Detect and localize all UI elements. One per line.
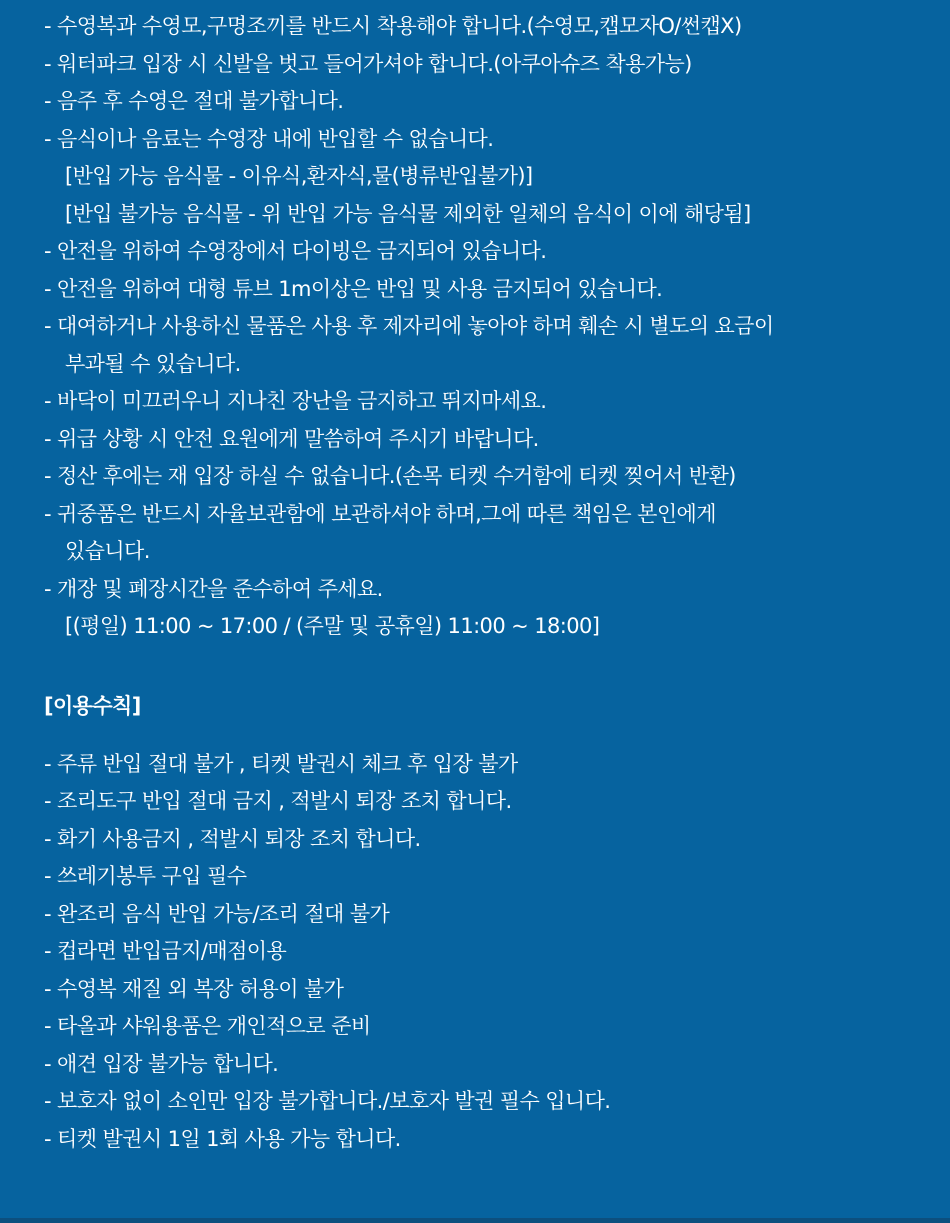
rule-line: - 컵라면 반입금지/매점이용	[44, 939, 287, 963]
rule-line: - 보호자 없이 소인만 입장 불가합니다./보호자 발권 필수 입니다.	[44, 1089, 611, 1113]
rule-line: - 조리도구 반입 절대 금지 , 적발시 퇴장 조치 합니다.	[44, 789, 512, 813]
rule-line: - 쓰레기봉투 구입 필수	[44, 864, 247, 888]
notice-line: - 안전을 위하여 수영장에서 다이빙은 금지되어 있습니다.	[44, 239, 547, 263]
notice-line: - 음주 후 수영은 절대 불가합니다.	[44, 89, 344, 113]
rule-line: - 애견 입장 불가능 합니다.	[44, 1052, 279, 1076]
rule-line: - 완조리 음식 반입 가능/조리 절대 불가	[44, 902, 390, 926]
rule-line: - 주류 반입 절대 불가 , 티켓 발권시 체크 후 입장 불가	[44, 752, 518, 776]
notice-line: - 위급 상황 시 안전 요원에게 말씀하여 주시기 바랍니다.	[44, 427, 539, 451]
notice-subline: 있습니다.	[65, 539, 150, 563]
notice-line: - 대여하거나 사용하신 물품은 사용 후 제자리에 놓아야 하며 훼손 시 별도의 요금이	[44, 314, 774, 338]
notice-line: - 음식이나 음료는 수영장 내에 반입할 수 없습니다.	[44, 127, 494, 151]
rule-line: - 화기 사용금지 , 적발시 퇴장 조치 합니다.	[44, 827, 421, 851]
notice-subline: [반입 불가능 음식물 - 위 반입 가능 음식물 제외한 일체의 음식이 이에 해당됨]	[65, 202, 751, 226]
rule-line: - 티켓 발권시 1일 1회 사용 가능 합니다.	[44, 1127, 401, 1151]
notice-line: - 안전을 위하여 대형 튜브 1m이상은 반입 및 사용 금지되어 있습니다.	[44, 277, 663, 301]
notice-line: - 워터파크 입장 시 신발을 벗고 들어가셔야 합니다.(아쿠아슈즈 착용가능)	[44, 52, 692, 76]
notice-line: - 개장 및 폐장시간을 준수하여 주세요.	[44, 577, 383, 601]
rules-heading: [이용수칙]	[44, 694, 141, 718]
notice-line: - 수영복과 수영모,구명조끼를 반드시 착용해야 합니다.(수영모,캡모자O/썬캡X)	[44, 14, 742, 38]
notice-line: - 정산 후에는 재 입장 하실 수 없습니다.(손목 티켓 수거함에 티켓 찢어서 반환)	[44, 464, 736, 488]
notice-line: - 귀중품은 반드시 자율보관함에 보관하셔야 하며,그에 따른 책임은 본인에게	[44, 502, 716, 526]
rule-line: - 수영복 재질 외 복장 허용이 불가	[44, 977, 344, 1001]
rule-line: - 타올과 샤워용품은 개인적으로 준비	[44, 1014, 371, 1038]
bottom-divider	[0, 1218, 950, 1223]
notice-subline: [반입 가능 음식물 - 이유식,환자식,물(병류반입불가)]	[65, 164, 533, 188]
notice-line: - 바닥이 미끄러우니 지나친 장난을 금지하고 뛰지마세요.	[44, 389, 547, 413]
notice-subline: [(평일) 11:00 ~ 17:00 / (주말 및 공휴일) 11:00 ~ 18:00]	[65, 614, 600, 638]
notice-subline: 부과될 수 있습니다.	[65, 352, 241, 376]
